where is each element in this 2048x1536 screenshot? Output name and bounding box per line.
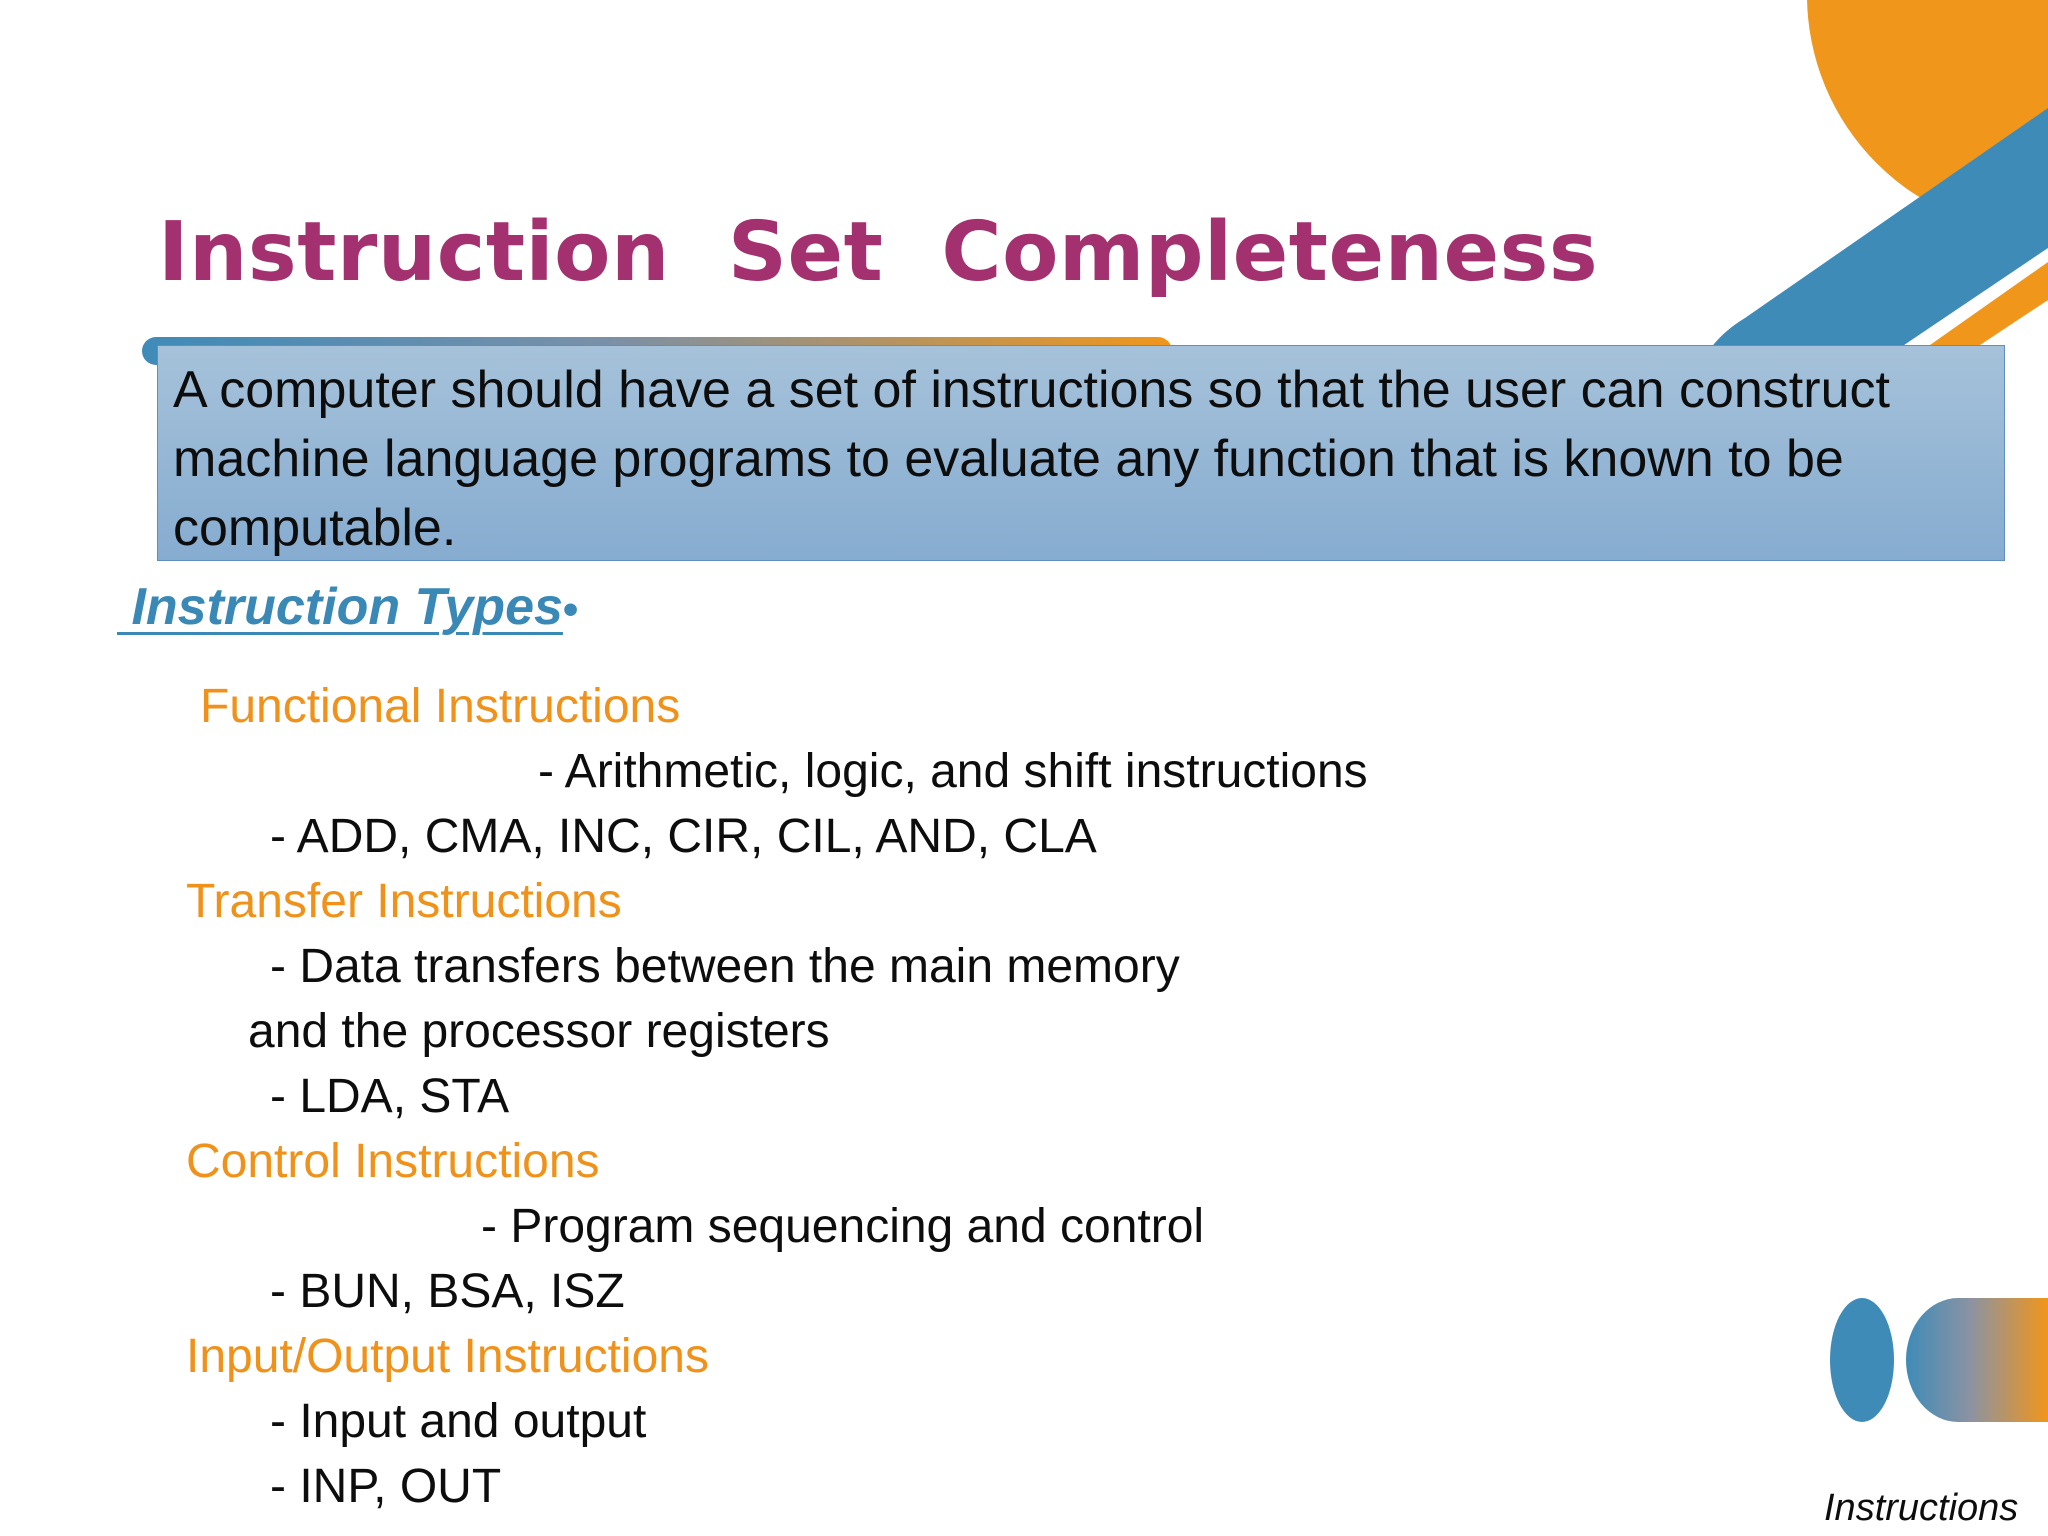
category-functional: Functional Instructions: [200, 680, 681, 733]
instruction-types-heading-text: Instruction Types: [117, 578, 563, 636]
gradient-pill-shape: [1906, 1298, 2048, 1422]
slide-footer: Instructions: [1824, 1487, 2019, 1529]
category-io-examples: - INP, OUT: [270, 1460, 502, 1513]
definition-text: A computer should have a set of instructions so that the user can construct machine language programs to evaluate any function that is known to be computable.: [173, 361, 1890, 557]
category-transfer-examples: - LDA, STA: [270, 1070, 510, 1123]
category-control: Control Instructions: [186, 1135, 600, 1188]
category-functional-desc: - Arithmetic, logic, and shift instructions: [538, 745, 1368, 798]
slide-title: Instruction Set Completeness: [158, 205, 1599, 300]
bullet-icon: •: [562, 585, 579, 634]
category-functional-examples: - ADD, CMA, INC, CIR, CIL, AND, CLA: [270, 810, 1097, 863]
instruction-types-heading: [117, 577, 578, 637]
category-control-examples: - BUN, BSA, ISZ: [270, 1265, 625, 1318]
category-io-desc: - Input and output: [270, 1395, 647, 1448]
category-transfer: Transfer Instructions: [186, 875, 622, 928]
category-control-desc: - Program sequencing and control: [481, 1200, 1205, 1253]
category-transfer-desc-2: and the processor registers: [248, 1005, 830, 1058]
blue-oval-shape: [1830, 1298, 1894, 1422]
category-io: Input/Output Instructions: [186, 1330, 709, 1383]
definition-box: [157, 345, 2005, 561]
category-transfer-desc-1: - Data transfers between the main memory: [270, 940, 1180, 993]
